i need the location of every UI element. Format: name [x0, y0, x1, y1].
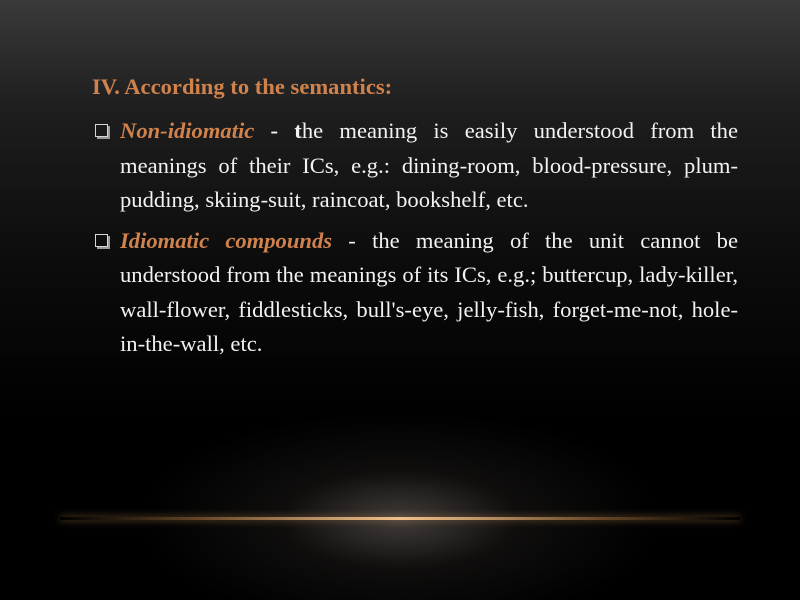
bullet-idiomatic — [92, 224, 738, 362]
bullet-emph-char: t — [294, 118, 302, 143]
bullet-text: he meaning is easily understood from the meanings of their ICs, e.g.: dining-room, blood-pressure, plum-pudding, skiing-suit, raincoat, bookshelf, etc. — [120, 118, 738, 212]
slide-heading: IV. According to the semantics: — [92, 74, 393, 99]
bullet-term: Non-idiomatic — [120, 118, 255, 143]
bullet-term: Idiomatic compounds — [120, 227, 333, 253]
bullet-text: the meaning of the unit cannot be understood from the meanings of its ICs, e.g.; buttercup, lady-killer, wall-flower, fiddlesticks, bull's-eye, jelly-fish, forget-me-not, hole-in-the-wall, etc. — [120, 227, 739, 356]
checkbox-bullet-icon — [95, 124, 108, 137]
slide-content — [92, 70, 738, 368]
bullet-non-idiomatic — [92, 114, 738, 218]
bullet-separator: - — [332, 227, 373, 253]
decorative-glow-line — [60, 517, 740, 520]
bullet-separator: - — [254, 118, 295, 143]
checkbox-bullet-icon — [95, 234, 108, 247]
